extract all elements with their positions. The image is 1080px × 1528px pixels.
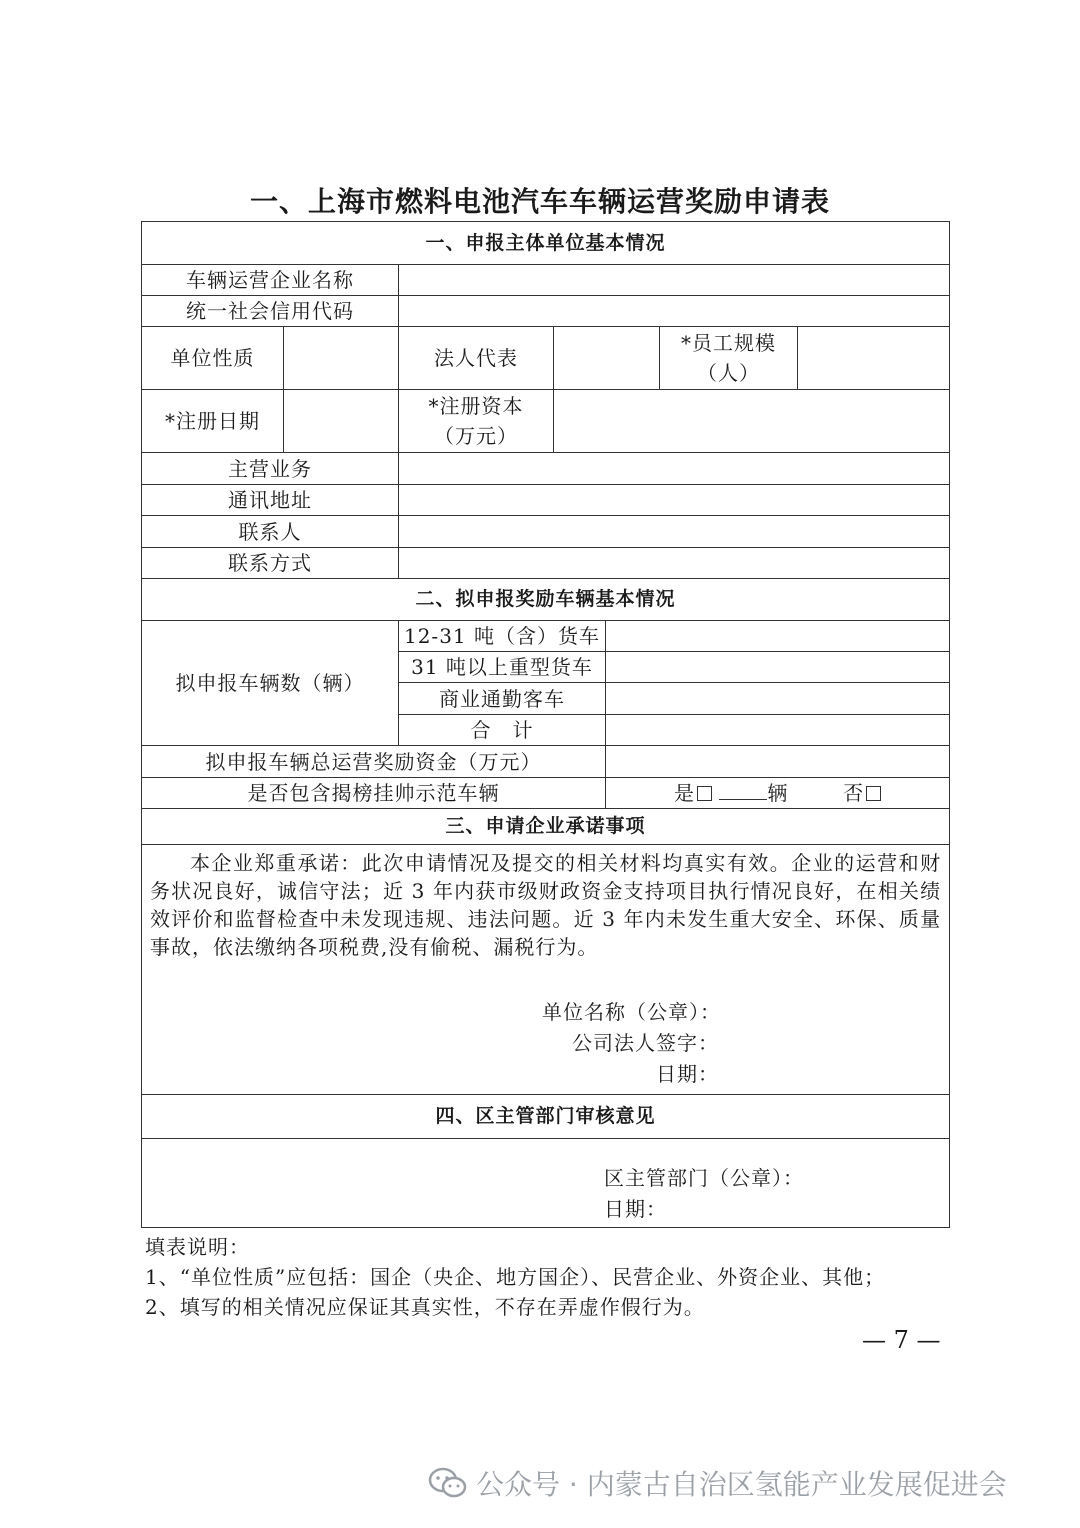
section-1-header: 一、申报主体单位基本情况 [142,222,950,265]
signature-block [542,997,941,1090]
vehicle-count-blank[interactable] [719,781,767,800]
company-name-label: 车辆运营企业名称 [142,265,399,296]
total-fund-label: 拟申报车辆总运营奖励资金（万元） [142,746,606,778]
reg-date-label: *注册日期 [142,390,284,453]
total-label: 合 计 [399,715,606,746]
review-signature-block [604,1163,945,1225]
total-field[interactable] [606,715,950,746]
legal-rep-field[interactable] [554,327,660,390]
unit-type-label: 单位性质 [142,327,284,390]
credit-code-label: 统一社会信用代码 [142,296,399,327]
demo-vehicle-field [606,778,950,809]
reg-date-field[interactable] [284,390,399,453]
truck-31-plus-field[interactable] [606,652,950,683]
page-number: — 7 — [862,1326,941,1354]
notes-item-2: 2、填写的相关情况应保证其真实性，不存在弄虚作假行为。 [145,1295,705,1319]
total-fund-field[interactable] [606,746,950,778]
address-field[interactable] [399,485,950,516]
review-block[interactable] [142,1139,950,1228]
truck-12-31-field[interactable] [606,621,950,652]
credit-code-field[interactable] [399,296,950,327]
district-date-label: 日期： [604,1197,667,1221]
page-title: 一、上海市燃料电池汽车车辆运营奖励申请表 [249,185,830,218]
section-2-header: 二、拟申报奖励车辆基本情况 [142,579,950,621]
notes-heading: 填表说明： [145,1235,250,1259]
commuter-bus-label: 商业通勤客车 [399,683,606,715]
no-checkbox[interactable] [866,786,881,801]
commitment-text: 本企业郑重承诺：此次申请情况及提交的相关材料均真实有效。企业的运营和财务状况良好，诚信守法；近 3 年内获市级财政资金支持项目执行情况良好，在相关绩效评价和监督检查中未发现违规、违法问题。近 3 年内未发生重大安全、环保、质量事故，依法缴纳各项税费,没有偷税、漏税行为。 [150,851,942,959]
reg-capital-label-line1: *注册资本 [428,394,524,418]
legal-signature-label: 公司法人签字： [572,1031,719,1055]
contact-field[interactable] [399,516,950,548]
truck-31-plus-label: 31 吨以上重型货车 [399,652,606,683]
application-form-table [141,221,950,1228]
wechat-watermark [428,1463,1007,1503]
notes-item-1: 1、“单位性质”应包括：国企（央企、地方国企）、民营企业、外资企业、其他； [145,1265,886,1289]
yes-checkbox[interactable] [697,786,712,801]
staff-size-label-line2: （人） [697,361,760,385]
staff-size-label [660,327,798,390]
district-seal-label: 区主管部门（公章）： [604,1166,804,1190]
vehicle-count-label: 拟申报车辆数（辆） [142,621,399,746]
wechat-icon [428,1466,468,1500]
fill-notes [145,1232,885,1322]
yes-label: 是 [674,781,695,805]
staff-size-label-line1: *员工规模 [681,331,776,355]
truck-12-31-label: 12-31 吨（含）货车 [399,621,606,652]
contact-info-label: 联系方式 [142,548,399,579]
contact-label: 联系人 [142,516,399,548]
commitment-date-label: 日期： [656,1062,719,1086]
main-business-field[interactable] [399,453,950,485]
no-label: 否 [843,781,865,805]
watermark-text: 公众号 · 内蒙古自治区氢能产业发展促进会 [476,1468,1007,1501]
company-name-field[interactable] [399,265,950,296]
commuter-bus-field[interactable] [606,683,950,715]
section-3-header: 三、申请企业承诺事项 [142,809,950,845]
staff-size-field[interactable] [798,327,950,390]
company-seal-label: 单位名称（公章）： [542,1000,721,1024]
unit-type-field[interactable] [284,327,399,390]
address-label: 通讯地址 [142,485,399,516]
legal-rep-label: 法人代表 [399,327,554,390]
contact-info-field[interactable] [399,548,950,579]
reg-capital-label [399,390,554,453]
section-4-header: 四、区主管部门审核意见 [142,1095,950,1139]
vehicle-unit-label: 辆 [767,781,789,805]
commitment-block [142,845,950,1095]
main-business-label: 主营业务 [142,453,399,485]
demo-vehicle-label: 是否包含揭榜挂帅示范车辆 [142,778,606,809]
reg-capital-label-line2: （万元） [434,424,518,448]
reg-capital-field[interactable] [554,390,950,453]
